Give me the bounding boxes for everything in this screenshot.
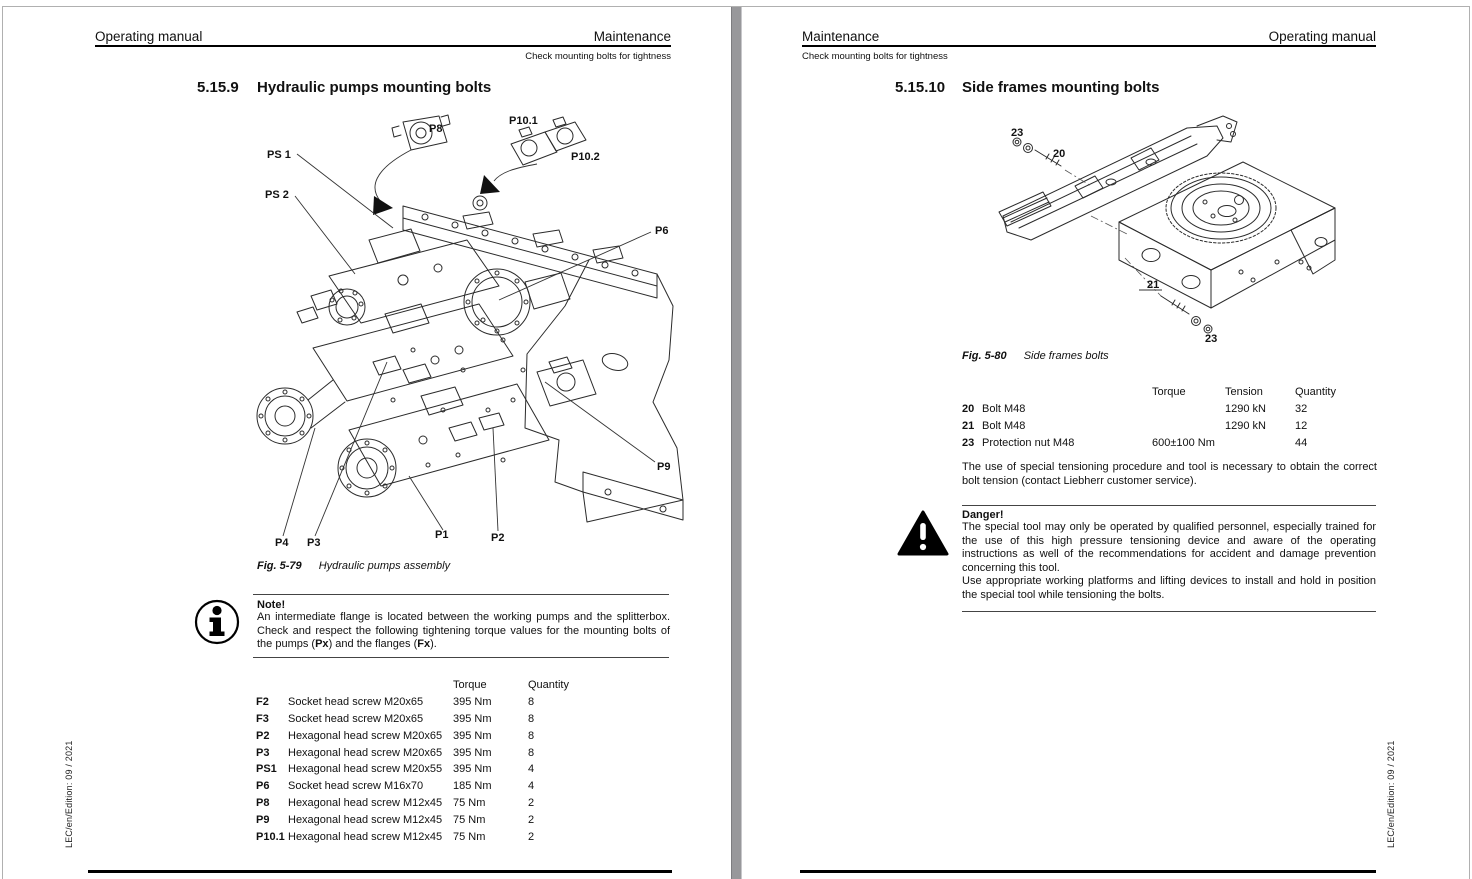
header-subtitle: Check mounting bolts for tightness <box>802 51 948 62</box>
bolt-id: P9 <box>256 814 270 827</box>
bolt-desc: Hexagonal head screw M20x65 <box>288 746 443 759</box>
figure-label-ps1: PS 1 <box>267 149 291 161</box>
section-title: Hydraulic pumps mounting bolts <box>257 79 492 96</box>
danger-paragraph-2: Use appropriate working platforms and lifting devices to install and hold in position the special tool while tensioning the bolts. <box>962 575 1376 601</box>
note-bold-px: Px <box>315 638 329 651</box>
note-body-text: An intermediate flange is located between the working pumps and the splitterbox. Check and respect the following tightening torque values for the mounting bolts of the pumps ( <box>257 611 670 651</box>
left-page-header <box>95 29 671 44</box>
note-body-text: ) and the flanges ( <box>328 638 418 651</box>
header-quantity: Quantity <box>1295 386 1336 398</box>
danger-block <box>962 509 1376 603</box>
danger-paragraph-1: The special tool may only be operated by qualified personnel, especially trained for the use of this high pressure tensioning device and aware of the operating instructions as well of the recommendations for accident and damage prevention concerning this tool. <box>962 521 1376 574</box>
bolt-id: P2 <box>256 729 270 742</box>
figure-label-p3: P3 <box>307 537 321 549</box>
danger-rule-top <box>962 505 1376 506</box>
header-blank <box>982 384 1152 401</box>
torque-value: 395 Nm <box>453 712 492 725</box>
quantity-value: 8 <box>528 712 535 725</box>
quantity-value: 12 <box>1295 419 1308 432</box>
header-rule <box>95 45 671 47</box>
bolt-id: P8 <box>256 797 270 810</box>
quantity-value: 2 <box>528 814 535 827</box>
torque-value: 395 Nm <box>453 729 492 742</box>
header-tension: Tension <box>1225 386 1263 398</box>
torque-value: 75 Nm <box>453 797 486 810</box>
torque-value: 395 Nm <box>453 763 492 776</box>
table-row <box>256 728 656 745</box>
quantity-value: 32 <box>1295 402 1308 415</box>
table-row <box>256 829 656 846</box>
figure-label-p4: P4 <box>275 537 289 549</box>
table-row <box>256 745 656 762</box>
torque-value: 395 Nm <box>453 746 492 759</box>
quantity-value: 8 <box>528 695 535 708</box>
torque-value: 185 Nm <box>453 780 492 793</box>
header-rule <box>802 45 1376 47</box>
note-body <box>257 611 670 652</box>
slewing-ring <box>1166 173 1276 243</box>
quantity-value: 2 <box>528 831 535 844</box>
bolt-desc: Bolt M48 <box>982 402 1026 415</box>
quantity-value: 4 <box>528 763 535 776</box>
arrow-icon <box>373 196 393 215</box>
bolt-desc: Hexagonal head screw M12x45 <box>288 797 443 810</box>
figure-caption-text: Hydraulic pumps assembly <box>318 560 451 572</box>
header-subtitle: Check mounting bolts for tightness <box>525 51 671 62</box>
footer-rule <box>88 870 672 873</box>
header-left-text: Operating manual <box>95 29 203 44</box>
bolt-desc: Protection nut M48 <box>982 436 1075 449</box>
torque-value: 75 Nm <box>453 814 486 827</box>
figure-label-p101: P10.1 <box>509 115 538 127</box>
tension-value <box>1225 435 1295 452</box>
pump-p9-body <box>537 357 596 406</box>
figure-label-23-top: 23 <box>1011 127 1024 139</box>
table-header-row <box>256 677 656 694</box>
bolt-id: PS1 <box>256 763 277 776</box>
header-blank <box>962 384 982 401</box>
figure-label-p6: P6 <box>655 225 669 237</box>
page-gutter <box>731 7 742 879</box>
quantity-value: 2 <box>528 797 535 810</box>
bolt-id: F3 <box>256 712 269 725</box>
header-torque: Torque <box>453 679 487 691</box>
bolt-dots <box>391 318 525 467</box>
table-row <box>256 795 656 812</box>
header-right-text: Maintenance <box>593 29 671 44</box>
section-title: Side frames mounting bolts <box>962 79 1160 96</box>
torque-value <box>1152 418 1225 435</box>
note-title: Note! <box>257 599 286 611</box>
figure-caption <box>962 350 1109 362</box>
danger-title: Danger! <box>962 509 1004 521</box>
note-block <box>257 599 670 652</box>
bolt-id: 21 <box>962 419 975 432</box>
table-row <box>256 778 656 795</box>
pump-group-middle <box>257 304 513 444</box>
note-rule-top <box>253 594 669 595</box>
bolt-desc: Socket head screw M20x65 <box>288 695 424 708</box>
leader-lines <box>283 154 655 536</box>
header-blank <box>288 677 453 694</box>
footer-rule <box>800 870 1376 873</box>
table-row <box>256 761 656 778</box>
table-row <box>256 694 656 711</box>
stud-21 <box>1139 290 1212 333</box>
figure-label-21: 21 <box>1147 279 1160 291</box>
section-number: 5.15.9 <box>197 79 239 96</box>
quantity-value: 8 <box>528 746 535 759</box>
danger-rule-bottom <box>962 611 1376 612</box>
bolt-id: P3 <box>256 746 270 759</box>
bolt-desc: Hexagonal head screw M12x45 <box>288 831 443 844</box>
torque-value: 600±100 Nm <box>1152 436 1215 449</box>
quantity-value: 4 <box>528 780 535 793</box>
splitterbox-housing <box>525 260 683 522</box>
tensioning-paragraph: The use of special tensioning procedure and tool is necessary to obtain the correct bolt tension (contact Liebherr customer service). <box>962 461 1377 487</box>
figure-caption-text: Side frames bolts <box>1023 350 1109 362</box>
figure-label-p102: P10.2 <box>571 151 600 163</box>
tension-value: 1290 kN <box>1225 402 1266 415</box>
table-row <box>962 435 1382 452</box>
bolt-desc: Socket head screw M16x70 <box>288 780 424 793</box>
table-row <box>256 812 656 829</box>
table-row <box>256 711 656 728</box>
note-rule-bottom <box>253 657 669 658</box>
note-body-text: ). <box>430 638 437 651</box>
header-blank <box>256 677 288 694</box>
table-header-row <box>962 384 1382 401</box>
right-page-header <box>802 29 1376 44</box>
table-row <box>962 418 1382 435</box>
quantity-value: 44 <box>1295 436 1308 449</box>
quantity-value: 8 <box>528 729 535 742</box>
figure-label-p1: P1 <box>435 529 449 541</box>
header-left-text: Maintenance <box>802 29 880 44</box>
figure-label-p2: P2 <box>491 532 505 544</box>
pump-p6-body <box>464 269 570 335</box>
figure-label-23-bottom: 23 <box>1205 333 1218 345</box>
section-number: 5.15.10 <box>895 79 946 96</box>
bolt-id: F2 <box>256 695 269 708</box>
info-icon <box>194 599 240 645</box>
tension-value: 1290 kN <box>1225 419 1266 432</box>
side-frame-beam <box>999 116 1237 240</box>
pump-group-lower <box>338 384 549 497</box>
bolt-id: P6 <box>256 780 270 793</box>
note-bold-fx: Fx <box>417 638 431 651</box>
bolt-desc: Bolt M48 <box>982 419 1026 432</box>
warning-triangle-icon <box>897 510 949 556</box>
header-torque: Torque <box>1152 386 1186 398</box>
figure-label-ps2: PS 2 <box>265 189 289 201</box>
edition-sidebar-text: LEC/en/Edition: 09 / 2021 <box>64 740 74 848</box>
bolt-desc: Hexagonal head screw M12x45 <box>288 814 443 827</box>
torque-table <box>256 677 656 846</box>
table-row <box>962 401 1382 418</box>
figure-caption-label: Fig. 5-80 <box>962 350 1007 362</box>
figure-label-p9: P9 <box>657 461 671 473</box>
torque-value: 75 Nm <box>453 831 486 844</box>
figure-label-p8: P8 <box>429 123 443 135</box>
bolt-desc: Hexagonal head screw M20x65 <box>288 729 443 742</box>
side-frames-figure <box>991 112 1343 350</box>
bolt-id: P10.1 <box>256 831 285 844</box>
figure-caption <box>257 560 450 572</box>
bolt-desc: Socket head screw M20x65 <box>288 712 424 725</box>
bolt-id: 23 <box>962 436 975 449</box>
torque-value: 395 Nm <box>453 695 492 708</box>
header-quantity: Quantity <box>528 679 569 691</box>
figure-label-20: 20 <box>1053 148 1066 160</box>
edition-sidebar-text: LEC/en/Edition: 09 / 2021 <box>1386 740 1396 848</box>
figure-caption-label: Fig. 5-79 <box>257 560 302 572</box>
torque-value <box>1152 401 1225 418</box>
header-right-text: Operating manual <box>1268 29 1376 44</box>
hydraulic-pumps-figure <box>253 110 689 558</box>
tension-table <box>962 384 1382 452</box>
bolt-id: 20 <box>962 402 975 415</box>
bolt-desc: Hexagonal head screw M20x55 <box>288 763 443 776</box>
